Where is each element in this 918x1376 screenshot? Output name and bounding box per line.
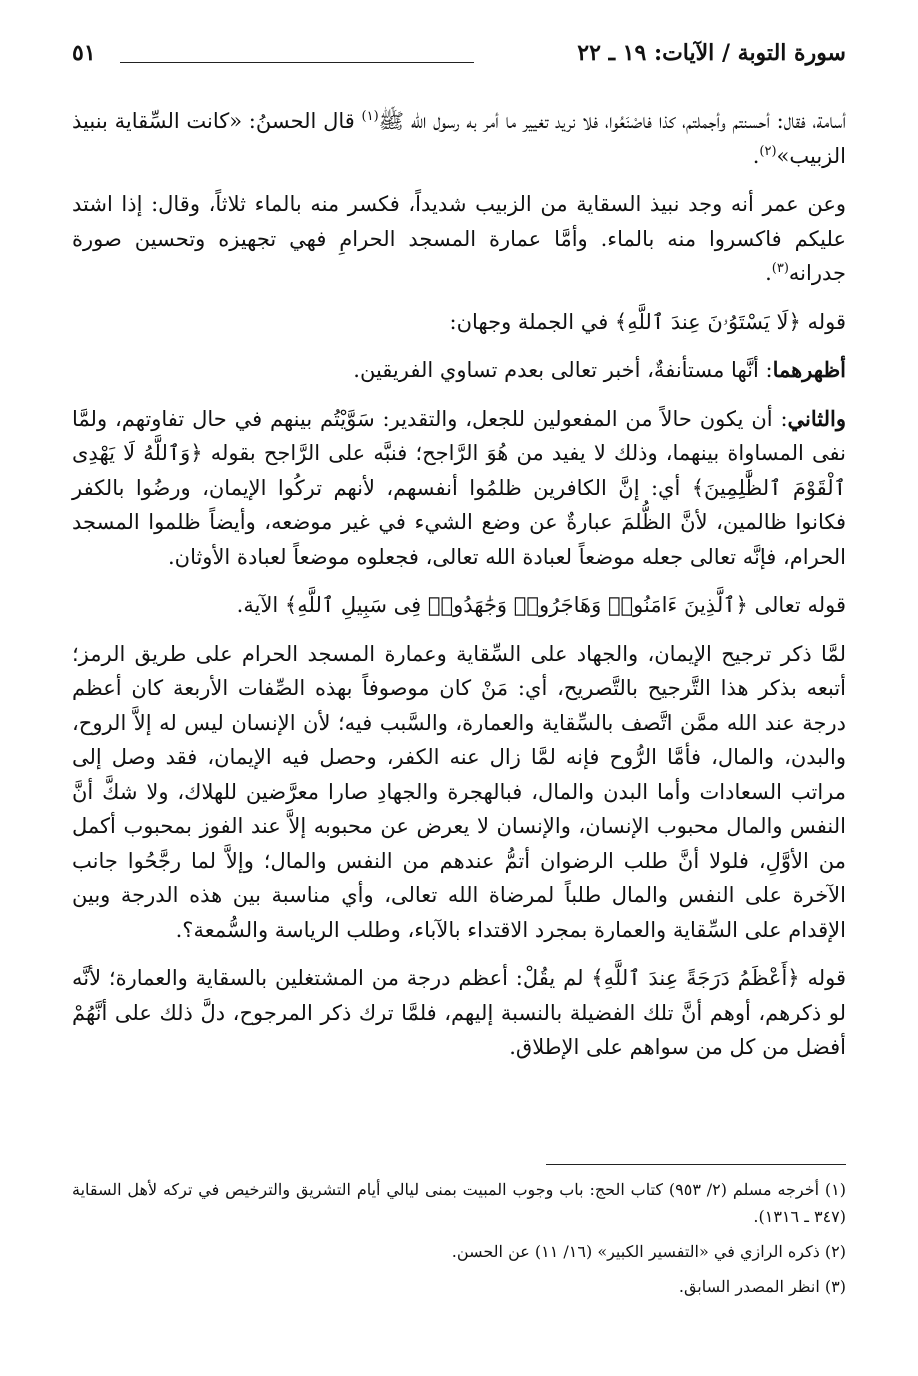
paragraph (72, 104, 846, 173)
paragraph-text: قوله ﴿أَعْظَمُ دَرَجَةً عِندَ ٱللَّهِ﴾ لم يقُلْ: أعظم درجة من المشتغلين بالسقاية والعمارة؛ لأنَّه لو ذكرهم، أوهم أنَّ تلك الفضيلة بالنسبة إليهم، فلمَّا ترك ذكر المرجوح، دلَّ ذلك على أنَّهُمْ أفضل من كل من سواهم على الإطلاق. (72, 966, 846, 1059)
paragraph (72, 588, 846, 623)
paragraph-text: : أنَّها مستأنفةٌ، أخبر تعالى بعدم تساوي الفريقين. (353, 358, 773, 382)
footnote: (١) أخرجه مسلم (٢/ ٩٥٣) كتاب الحج: باب وجوب المبيت بمنى ليالي أيام التشريق والترخيص في تركه لأهل السقاية (٣٤٧ ـ ١٣١٦). (72, 1180, 846, 1226)
running-header (72, 36, 846, 76)
main-text (72, 104, 846, 1079)
footnote-marker[interactable]: (٢) (759, 143, 777, 159)
paragraph-text-cont: . (765, 261, 772, 285)
paragraph (72, 961, 846, 1065)
footnote: (٢) ذكره الرازي في «التفسير الكبير» (١٦/ ١١) عن الحسن. (451, 1242, 846, 1261)
paragraph (72, 402, 846, 575)
paragraph-text: لمَّا ذكر ترجيح الإيمان، والجهاد على السِّقاية وعمارة المسجد الحرام على طريق الرمز؛ أتبعه بذكر هذا التَّرجيح بالتَّصريح، أي: مَنْ كان موصوفاً بهذه الصِّفات الأربعة كان أعظم درجة عند الله ممَّن اتَّصف بالسِّقاية والعمارة، والسَّبب فيه؛ لأن الإنسان ليس له إلاَّ الروح، والبدن، والمال، فأمَّا الرُّوح فإنه لمَّا زال عنه الكفر، وحصل فيه الإيمان، فقد وصل إلى مراتب السعادات وأما البدن والمال، فبالهجرة والجهادِ صارا معرَّضين للهلاك، ولا شكَّ أنَّ النفس والمال محبوب الإنسان، والإنسان لا يعرض عن محبوبه إلاَّ عند الفوز بمحبوب أكمل من الأوَّلِ، فلولا أنَّ طلب الرضوان أتمُّ عندهم من النفس والمال؛ وإلاَّ لما رجَّحُوا جانب الآخرة على النفس والمال طلباً لمرضاة الله تعالى، وأي مناسبة بين هذه الدرجة وبين الإقدام على السِّقاية والعمارة بمجرد الاقتداء بالآباء، وطلب الرياسة والسُّمعة؟. (72, 641, 846, 942)
paragraph-text: وعن عمر أنه وجد نبيذ السقاية من الزبيب شديداً، فكسر منه بالماء ثلاثاً، وقال: إذا اشتد عليكم فاكسروا منه بالماء. وأمَّا عمارة المسجد الحرامِ فهي تجهيزه وتحسين صورة جدرانه (72, 192, 846, 285)
paragraph (72, 353, 846, 388)
footnote: (٣) انظر المصدر السابق. (678, 1277, 846, 1296)
page-number: ٥١ (72, 40, 96, 66)
paragraph-text-end: . (752, 143, 760, 168)
paragraph-lead: والثاني (787, 405, 846, 431)
header-title: سورة التوبة / الآيات: ١٩ ـ ٢٢ (577, 40, 846, 66)
paragraph-text: أسامة، فقال: أحسنتم وأجملتم، كذا فاصْنَعُوا، فلا نريد تغيير ما أمر به رسول الله ﷺ (378, 109, 846, 133)
footnote-marker[interactable]: (١) (361, 109, 379, 124)
footnote-separator (546, 1164, 846, 1165)
footnotes (72, 1176, 846, 1308)
paragraph (72, 187, 846, 291)
paragraph (72, 305, 846, 340)
footnote-marker[interactable]: (٣) (771, 261, 789, 276)
paragraph-text: : أن يكون حالاً من المفعولين للجعل، والتقدير: سَوَّيْتُم بينهم في حال تفاوتهم، ولمَّا نفى المساواة بينهما، وذلك لا يفيد من هُوَ الرَّاجح؛ فنبَّه على الرَّاجح بقوله ﴿وَٱللَّهُ لَا يَهْدِى ٱلْقَوْمَ ٱلظَّٰلِمِينَ﴾ أي: إنَّ الكافرين ظلمُوا أنفسهم، لأنهم تركُوا الإيمان، ورضُوا بالكفر فكانوا ظالمين، لأنَّ الظُّلمَ عبارةٌ عن وضع الشيء في غير موضعه، وأيضاً ظلموا المسجد الحرام، فإنَّه تعالى جعله موضعاً لعبادة الله تعالى، فجعلوه موضعاً لعبادة الأوثان. (72, 406, 846, 569)
paragraph-text-cont: قال الحسنُ: «كانت السِّقاية بنبيذ الزبيب» (72, 109, 846, 168)
paragraph-lead: أظهرهما (772, 357, 846, 382)
paragraph-text: قوله ﴿لَا يَسْتَوُۥنَ عِندَ ٱللَّهِ﴾ في الجملة وجهان: (449, 309, 846, 334)
paragraph-text: قوله تعالى ﴿ٱلَّذِينَ ءَامَنُوا۟ وَهَاجَرُوا۟ وَجَٰهَدُوا۟ فِى سَبِيلِ ٱللَّهِ﴾ الآية. (236, 593, 846, 617)
paragraph (72, 637, 846, 948)
header-rule (120, 62, 474, 63)
